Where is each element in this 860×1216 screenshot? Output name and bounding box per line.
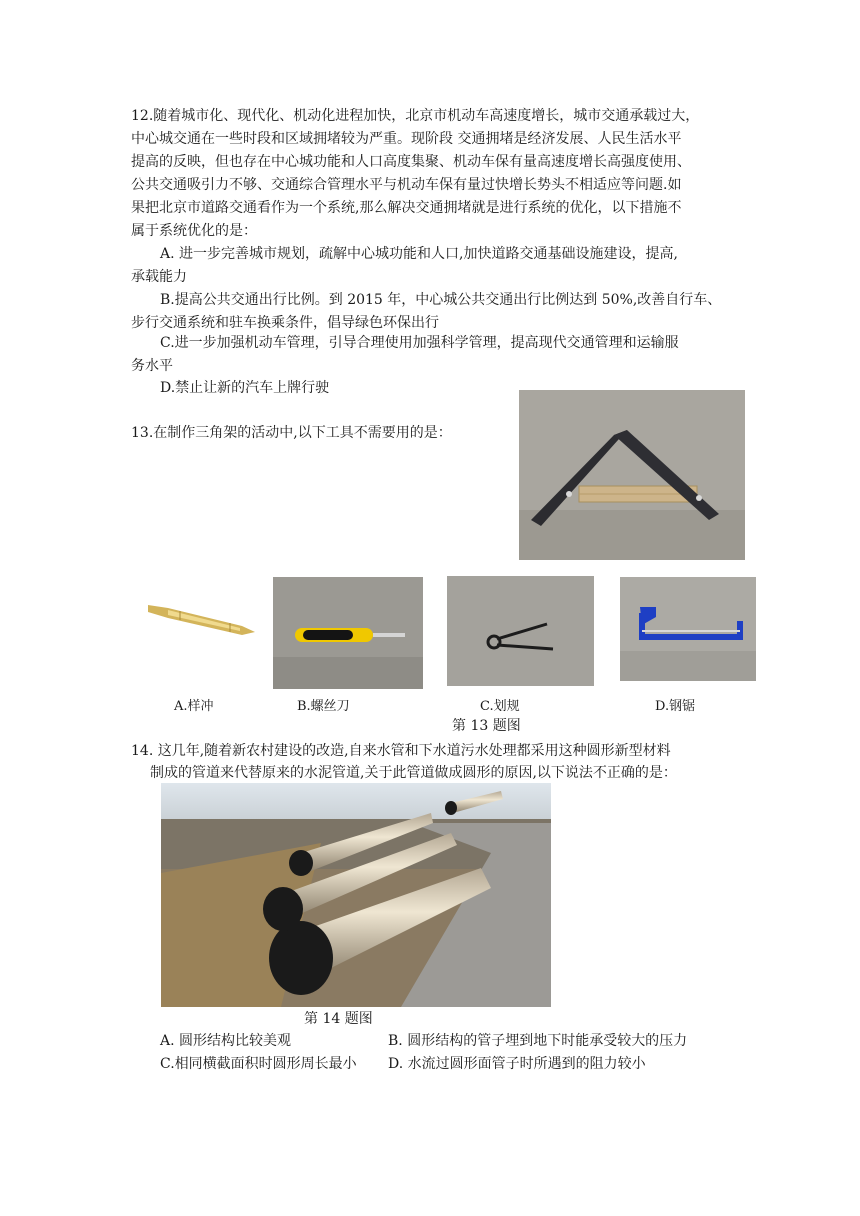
q12-line-3: 提高的反映，但也存在中心城功能和人口高度集聚、机动车保有量高速度增长高强度使用、 [131,154,691,170]
q14-option-d: D. 水流过圆形面管子时所遇到的阻力较小 [388,1056,646,1072]
q13-stem: 13.在制作三角架的活动中,以下工具不需要用的是： [131,425,452,441]
caption-a: A.样冲 [174,699,214,714]
q12-line-2: 中心城交通在一些时段和区域拥堵较为严重。现阶段 交通拥堵是经济发展、人民生活水平 [131,131,682,147]
q12-option-d: D.禁止让新的汽车上牌行驶 [160,380,330,396]
q14-option-c: C.相同横截面积时圆形周长最小 [160,1056,357,1072]
q12-option-b-line-1: B.提高公共交通出行比例。到 2015 年，中心城公共交通出行比例达到 50%,改善自行车、 [160,292,722,308]
q12-option-c-line-1: C.进一步加强机动车管理，引导合理使用加强科学管理，提高现代交通管理和运输服 [160,335,679,351]
q12-line-6: 属于系统优化的是： [131,223,257,239]
q14-option-b: B. 圆形结构的管子埋到地下时能承受较大的压力 [388,1033,688,1049]
pipes-photo [161,783,551,1007]
q14-stem-line-1: 14. 这几年,随着新农村建设的改造,自来水管和下水道污水处理都采用这种圆形新型材料 [131,743,671,759]
q12-line-4: 公共交通吸引力不够、交通综合管理水平与机动车保有量过快增长势头不相适应等问题.如 [131,177,682,193]
compass-photo [447,576,594,686]
center-punch-photo [140,590,260,650]
q12-option-a-line-2: 承载能力 [131,269,187,285]
q12-option-a-line-1: A. 进一步完善城市规划，疏解中心城功能和人口,加快道路交通基础设施建设，提高, [160,246,678,262]
hacksaw-photo [620,577,756,681]
q12-option-c-line-2: 务水平 [131,358,173,374]
q14-option-a: A. 圆形结构比较美观 [160,1033,292,1049]
caption-c: C.划规 [480,699,520,714]
screwdriver-photo [273,577,423,689]
caption-b: B.螺丝刀 [297,699,350,714]
triangle-frame-photo [519,390,745,560]
q12-line-5: 果把北京市道路交通看作为一个系统,那么解决交通拥堵就是进行系统的优化，以下措施不 [131,200,682,216]
q13-figure-caption: 第 13 题图 [452,718,521,734]
caption-d: D.钢锯 [655,699,696,714]
q12-option-b-line-2: 步行交通系统和驻车换乘条件，倡导绿色环保出行 [131,315,439,331]
q12-line-1: 12.随着城市化、现代化、机动化进程加快，北京市机动车高速度增长，城市交通承载过大， [131,108,700,124]
q14-figure-caption: 第 14 题图 [304,1011,373,1027]
q14-stem-line-2: 制成的管道来代替原来的水泥管道,关于此管道做成圆形的原因,以下说法不正确的是： [150,765,677,781]
